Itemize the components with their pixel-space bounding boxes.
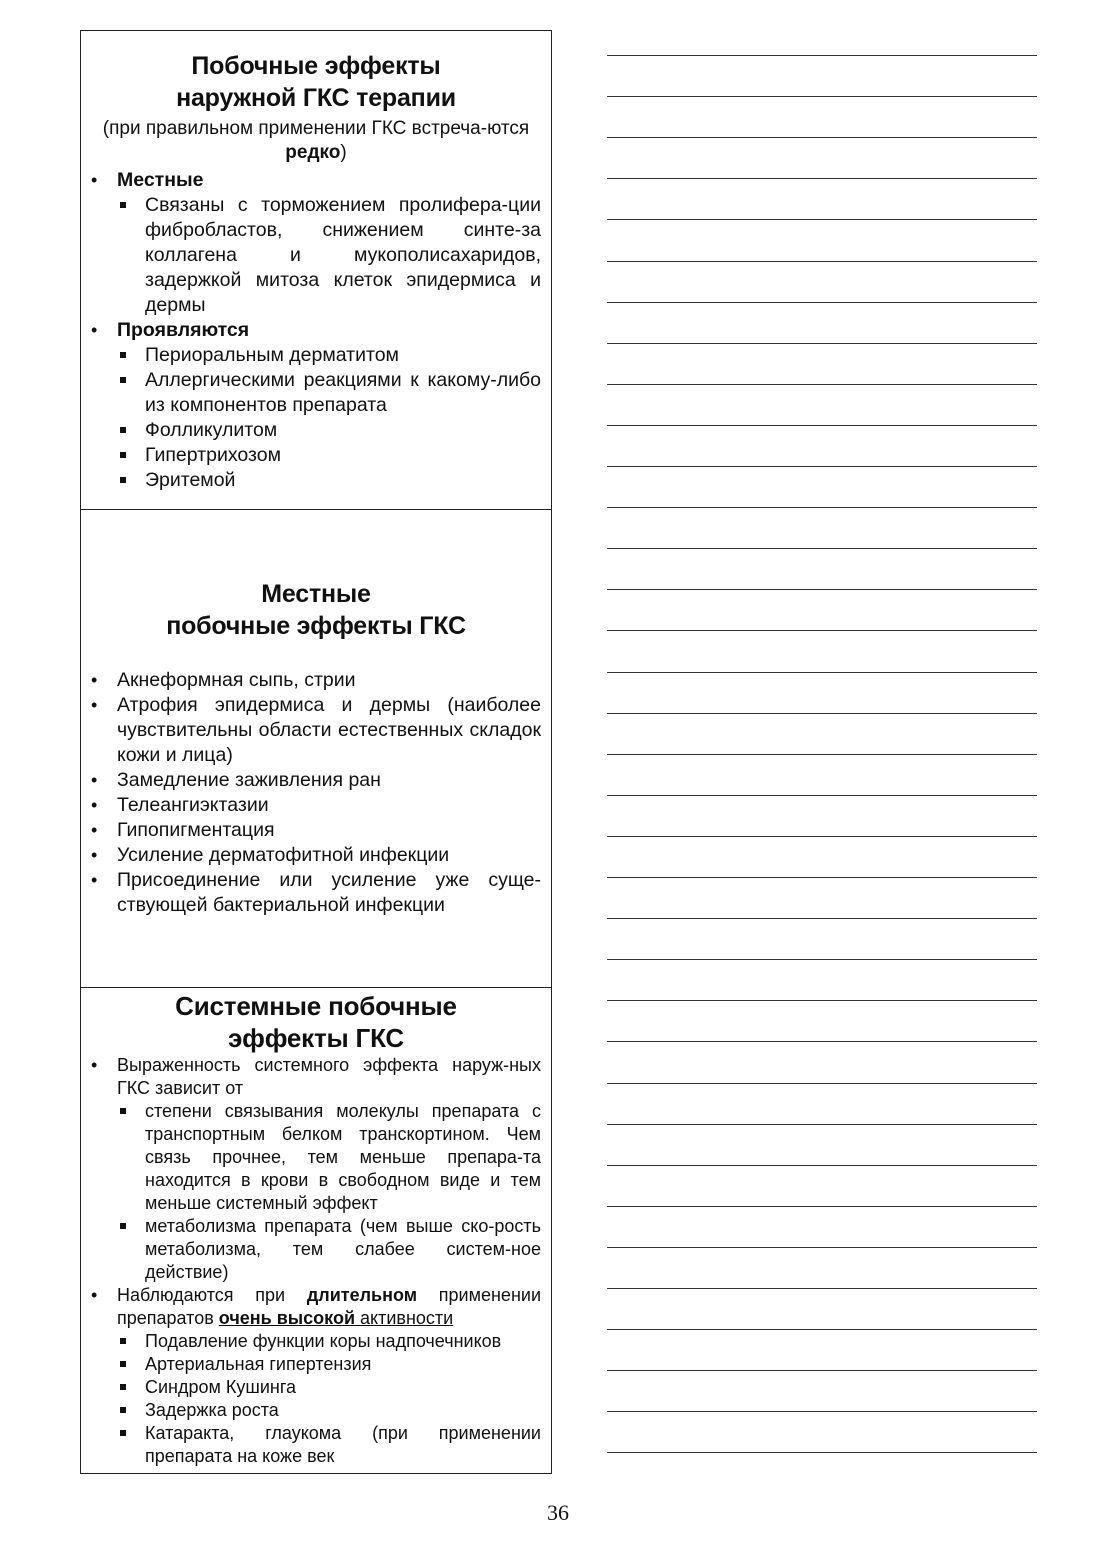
note-line (607, 1247, 1037, 1248)
note-line (607, 302, 1037, 303)
note-line (607, 918, 1037, 919)
sub-list-item: метаболизма препарата (чем выше ско-рость метаболизма, тем слабее систем-ное действие) (117, 1215, 541, 1284)
sub-list (117, 343, 541, 493)
list-item (81, 1054, 551, 1284)
bullet-list (81, 668, 551, 918)
note-line (607, 1329, 1037, 1330)
notes-lines (607, 0, 1037, 1480)
sub-list (117, 193, 541, 318)
list-item (81, 318, 551, 493)
section-title (81, 31, 551, 114)
group-label: Местные (117, 169, 204, 191)
section-title (81, 509, 551, 642)
section-title (81, 987, 551, 1054)
note-line (607, 836, 1037, 837)
list-item-text (117, 1284, 541, 1330)
note-line (607, 466, 1037, 467)
title-line: Системные побочные (175, 991, 457, 1021)
note-line (607, 425, 1037, 426)
note-line (607, 1206, 1037, 1207)
subtitle-text-end: ) (340, 142, 347, 163)
list-item: • Замедление заживления ран (81, 768, 551, 793)
section-external-therapy-side-effects (81, 31, 551, 510)
emphasis-underline: активности (355, 1308, 454, 1328)
sub-list-item: Фолликулитом (117, 418, 541, 443)
note-line (607, 343, 1037, 344)
title-line: эффекты ГКС (228, 1023, 404, 1053)
sub-list (117, 1100, 541, 1284)
note-line (607, 137, 1037, 138)
sub-list-item: Катаракта, глаукома (при применении препарата на коже век (117, 1422, 541, 1468)
sub-list-item: Эритемой (117, 468, 541, 493)
title-line: побочные эффекты ГКС (166, 612, 466, 640)
note-line (607, 1288, 1037, 1289)
note-line (607, 713, 1037, 714)
sub-list-item: Подавление функции коры надпочечников (117, 1330, 541, 1353)
note-line (607, 1124, 1037, 1125)
list-item: • Акнеформная сыпь, стрии (81, 668, 551, 693)
sub-list-item: степени связывания молекулы препарата с транспортным белком транскортином. Чем связь прочнее, тем меньше препара-та находится в крови в свободном виде и тем меньше системный эффект (117, 1100, 541, 1215)
bullet-list (81, 1054, 551, 1468)
note-line (607, 959, 1037, 960)
section-local-side-effects (81, 509, 551, 988)
note-line (607, 589, 1037, 590)
page-number: 36 (547, 1500, 569, 1525)
note-line (607, 219, 1037, 220)
content-panel (80, 30, 552, 1474)
section-systemic-side-effects (81, 987, 551, 1473)
sub-list-item: Синдром Кушинга (117, 1376, 541, 1399)
note-line (607, 178, 1037, 179)
note-line (607, 630, 1037, 631)
note-line (607, 877, 1037, 878)
list-item: • Гипопигментация (81, 818, 551, 843)
note-line (607, 1165, 1037, 1166)
note-line (607, 754, 1037, 755)
emphasis-bold-underline: очень высокой (218, 1308, 356, 1328)
subtitle-text: (при правильном применении ГКС встреча-ются (102, 118, 530, 139)
sub-list-item: Периоральным дерматитом (117, 343, 541, 368)
sub-list (117, 1330, 541, 1468)
list-item: • Присоединение или усиление уже суще-ствующей бактериальной инфекции (81, 868, 551, 918)
section-subtitle (101, 117, 531, 165)
note-line (607, 1083, 1037, 1084)
note-line (607, 507, 1037, 508)
note-line (607, 1000, 1037, 1001)
emphasis-bold: длительном (306, 1285, 418, 1305)
sub-list-item: Задержка роста (117, 1399, 541, 1422)
sub-list-item: Аллергическими реакциями к какому-либо из компонентов препарата (117, 368, 541, 418)
sub-list-item: Гипертрихозом (117, 443, 541, 468)
note-line (607, 548, 1037, 549)
note-line (607, 384, 1037, 385)
list-item-text: • Выраженность системного эффекта наруж-ных ГКС зависит от (117, 1055, 541, 1098)
note-line (607, 96, 1037, 97)
subtitle-emphasis: редко (285, 142, 341, 163)
title-line: Местные (261, 580, 371, 608)
list-item: • Атрофия эпидермиса и дермы (наиболее чувствительны области естественных складок кожи и лица) (81, 693, 551, 768)
note-line (607, 1411, 1037, 1412)
group-label: Проявляются (117, 319, 250, 341)
bullet-list (81, 168, 551, 493)
sub-list-item: Артериальная гипертензия (117, 1353, 541, 1376)
list-item: • Усиление дерматофитной инфекции (81, 843, 551, 868)
text-run: Наблюдаются при (117, 1285, 307, 1305)
note-line (607, 261, 1037, 262)
note-line (607, 1370, 1037, 1371)
text-run: применении препаратов (117, 1285, 541, 1328)
sub-list-item: Связаны с торможением пролифера-ции фибробластов, снижением синте-за коллагена и мукополисахаридов, задержкой митоза клеток эпидермиса и дермы (117, 193, 541, 318)
title-line: Побочные эффекты (191, 52, 441, 80)
note-line (607, 55, 1037, 56)
note-line (607, 795, 1037, 796)
note-line (607, 1452, 1037, 1453)
list-item (81, 168, 551, 318)
list-item: • Телеангиэктазии (81, 793, 551, 818)
note-line (607, 1041, 1037, 1042)
note-line (607, 672, 1037, 673)
title-line: наружной ГКС терапии (176, 84, 456, 112)
list-item (81, 1284, 551, 1468)
